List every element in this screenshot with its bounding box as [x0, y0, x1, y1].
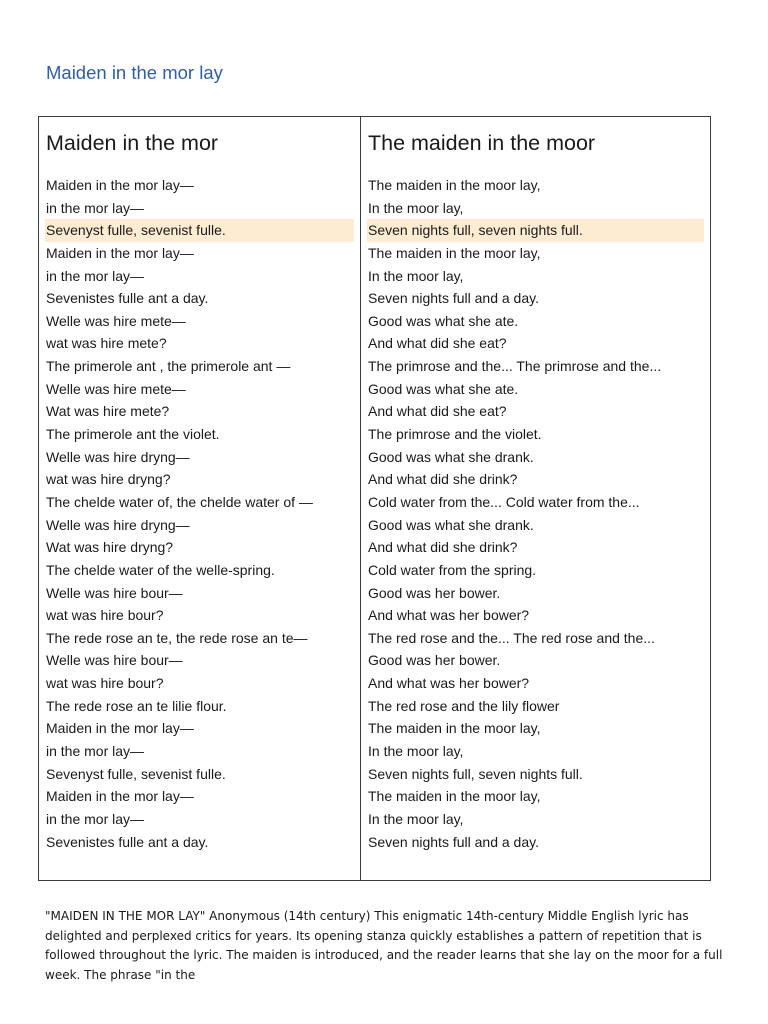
middle-english-line: The primerole ant the violet.	[46, 426, 220, 443]
modern-english-line: The primrose and the... The primrose and the...	[368, 358, 662, 375]
middle-english-line: Maiden in the mor lay—	[46, 720, 194, 737]
middle-english-line: in the mor lay—	[46, 810, 145, 827]
middle-english-line: Sevenistes fulle ant a day.	[46, 290, 209, 307]
middle-english-line: The chelde water of, the chelde water of —	[46, 493, 313, 510]
modern-english-line: Cold water from the... Cold water from the...	[368, 493, 640, 510]
modern-english-line: Good was her bower.	[368, 584, 501, 601]
middle-english-line: Maiden in the mor lay—	[46, 177, 194, 193]
middle-english-line: in the mor lay—	[46, 267, 145, 284]
modern-english-line: Good was what she drank.	[368, 448, 534, 465]
modern-english-line: The red rose and the lily flower	[368, 697, 560, 714]
middle-english-line: wat was hire mete?	[46, 335, 167, 352]
middle-english-line: The rede rose an te lilie flour.	[46, 697, 227, 714]
middle-english-line: Welle was hire bour—	[46, 584, 183, 601]
poem-comparison-table	[38, 116, 711, 881]
modern-english-line: Good was her bower.	[368, 652, 501, 669]
middle-english-heading: Maiden in the mor	[46, 131, 219, 155]
middle-english-line: The rede rose an te, the rede rose an te—	[46, 629, 308, 646]
middle-english-line: wat was hire bour?	[46, 675, 164, 692]
modern-english-line: And what did she eat?	[368, 335, 507, 352]
modern-english-line: In the moor lay,	[368, 267, 464, 284]
middle-english-line: Sevenyst fulle, sevenist fulle.	[45, 219, 354, 242]
modern-english-line: The maiden in the moor lay,	[368, 244, 541, 261]
modern-english-line: Seven nights full, seven nights full.	[367, 219, 704, 242]
middle-english-line: The chelde water of the welle-spring.	[46, 561, 275, 578]
modern-english-line: The maiden in the moor lay,	[368, 177, 541, 193]
middle-english-lines	[45, 174, 354, 853]
page-title: Maiden in the mor lay	[46, 62, 223, 83]
modern-english-heading: The maiden in the moor	[368, 131, 596, 155]
middle-english-line: Wat was hire dryng?	[46, 539, 174, 556]
middle-english-line: Welle was hire dryng—	[46, 516, 190, 533]
modern-english-lines	[367, 174, 704, 853]
modern-english-line: In the moor lay,	[368, 743, 464, 760]
modern-english-line: The red rose and the... The red rose and the...	[368, 629, 655, 646]
modern-english-line: Good was what she ate.	[368, 380, 519, 397]
modern-english-line: The maiden in the moor lay,	[368, 720, 541, 737]
modern-english-line: Good was what she drank.	[368, 516, 534, 533]
modern-english-line: Good was what she ate.	[368, 312, 519, 329]
middle-english-line: wat was hire bour?	[46, 607, 164, 624]
modern-english-line: And what did she drink?	[368, 539, 518, 556]
modern-english-line: The primrose and the violet.	[368, 426, 542, 443]
modern-english-line: And what did she eat?	[368, 403, 507, 420]
middle-english-line: Welle was hire bour—	[46, 652, 183, 669]
middle-english-line: Maiden in the mor lay—	[46, 788, 194, 805]
middle-english-line: Welle was hire dryng—	[46, 448, 190, 465]
commentary-paragraph: "MAIDEN IN THE MOR LAY" Anonymous (14th century) This enigmatic 14th-century Middle English lyric has delighted and perplexed critics for years. Its opening stanza quickly establishes a pattern of repetition that is followed throughout the lyric. The maiden is introduced, and the reader learns that she lay on the moor for a full week. The phrase "in the	[45, 909, 723, 982]
middle-english-line: wat was hire dryng?	[46, 471, 171, 488]
middle-english-line: Maiden in the mor lay—	[46, 244, 194, 261]
middle-english-line: in the mor lay—	[46, 199, 145, 216]
column-divider	[360, 117, 361, 880]
modern-english-line: Seven nights full and a day.	[368, 290, 539, 307]
middle-english-line: Sevenyst fulle, sevenist fulle.	[46, 765, 226, 782]
modern-english-line: Seven nights full, seven nights full.	[368, 765, 583, 782]
modern-english-line: And what was her bower?	[368, 607, 530, 624]
middle-english-line: in the mor lay—	[46, 743, 145, 760]
middle-english-line: Wat was hire mete?	[46, 403, 170, 420]
modern-english-line: In the moor lay,	[368, 810, 464, 827]
middle-english-line: Sevenistes fulle ant a day.	[46, 833, 209, 850]
modern-english-line: The maiden in the moor lay,	[368, 788, 541, 805]
middle-english-line: Welle was hire mete—	[46, 380, 186, 397]
modern-english-line: Seven nights full and a day.	[368, 833, 539, 850]
modern-english-line: Cold water from the spring.	[368, 561, 537, 578]
modern-english-line: In the moor lay,	[368, 199, 464, 216]
middle-english-line: Welle was hire mete—	[46, 312, 186, 329]
middle-english-line: The primerole ant , the primerole ant —	[46, 358, 291, 375]
modern-english-line: And what was her bower?	[368, 675, 530, 692]
modern-english-line: And what did she drink?	[368, 471, 518, 488]
